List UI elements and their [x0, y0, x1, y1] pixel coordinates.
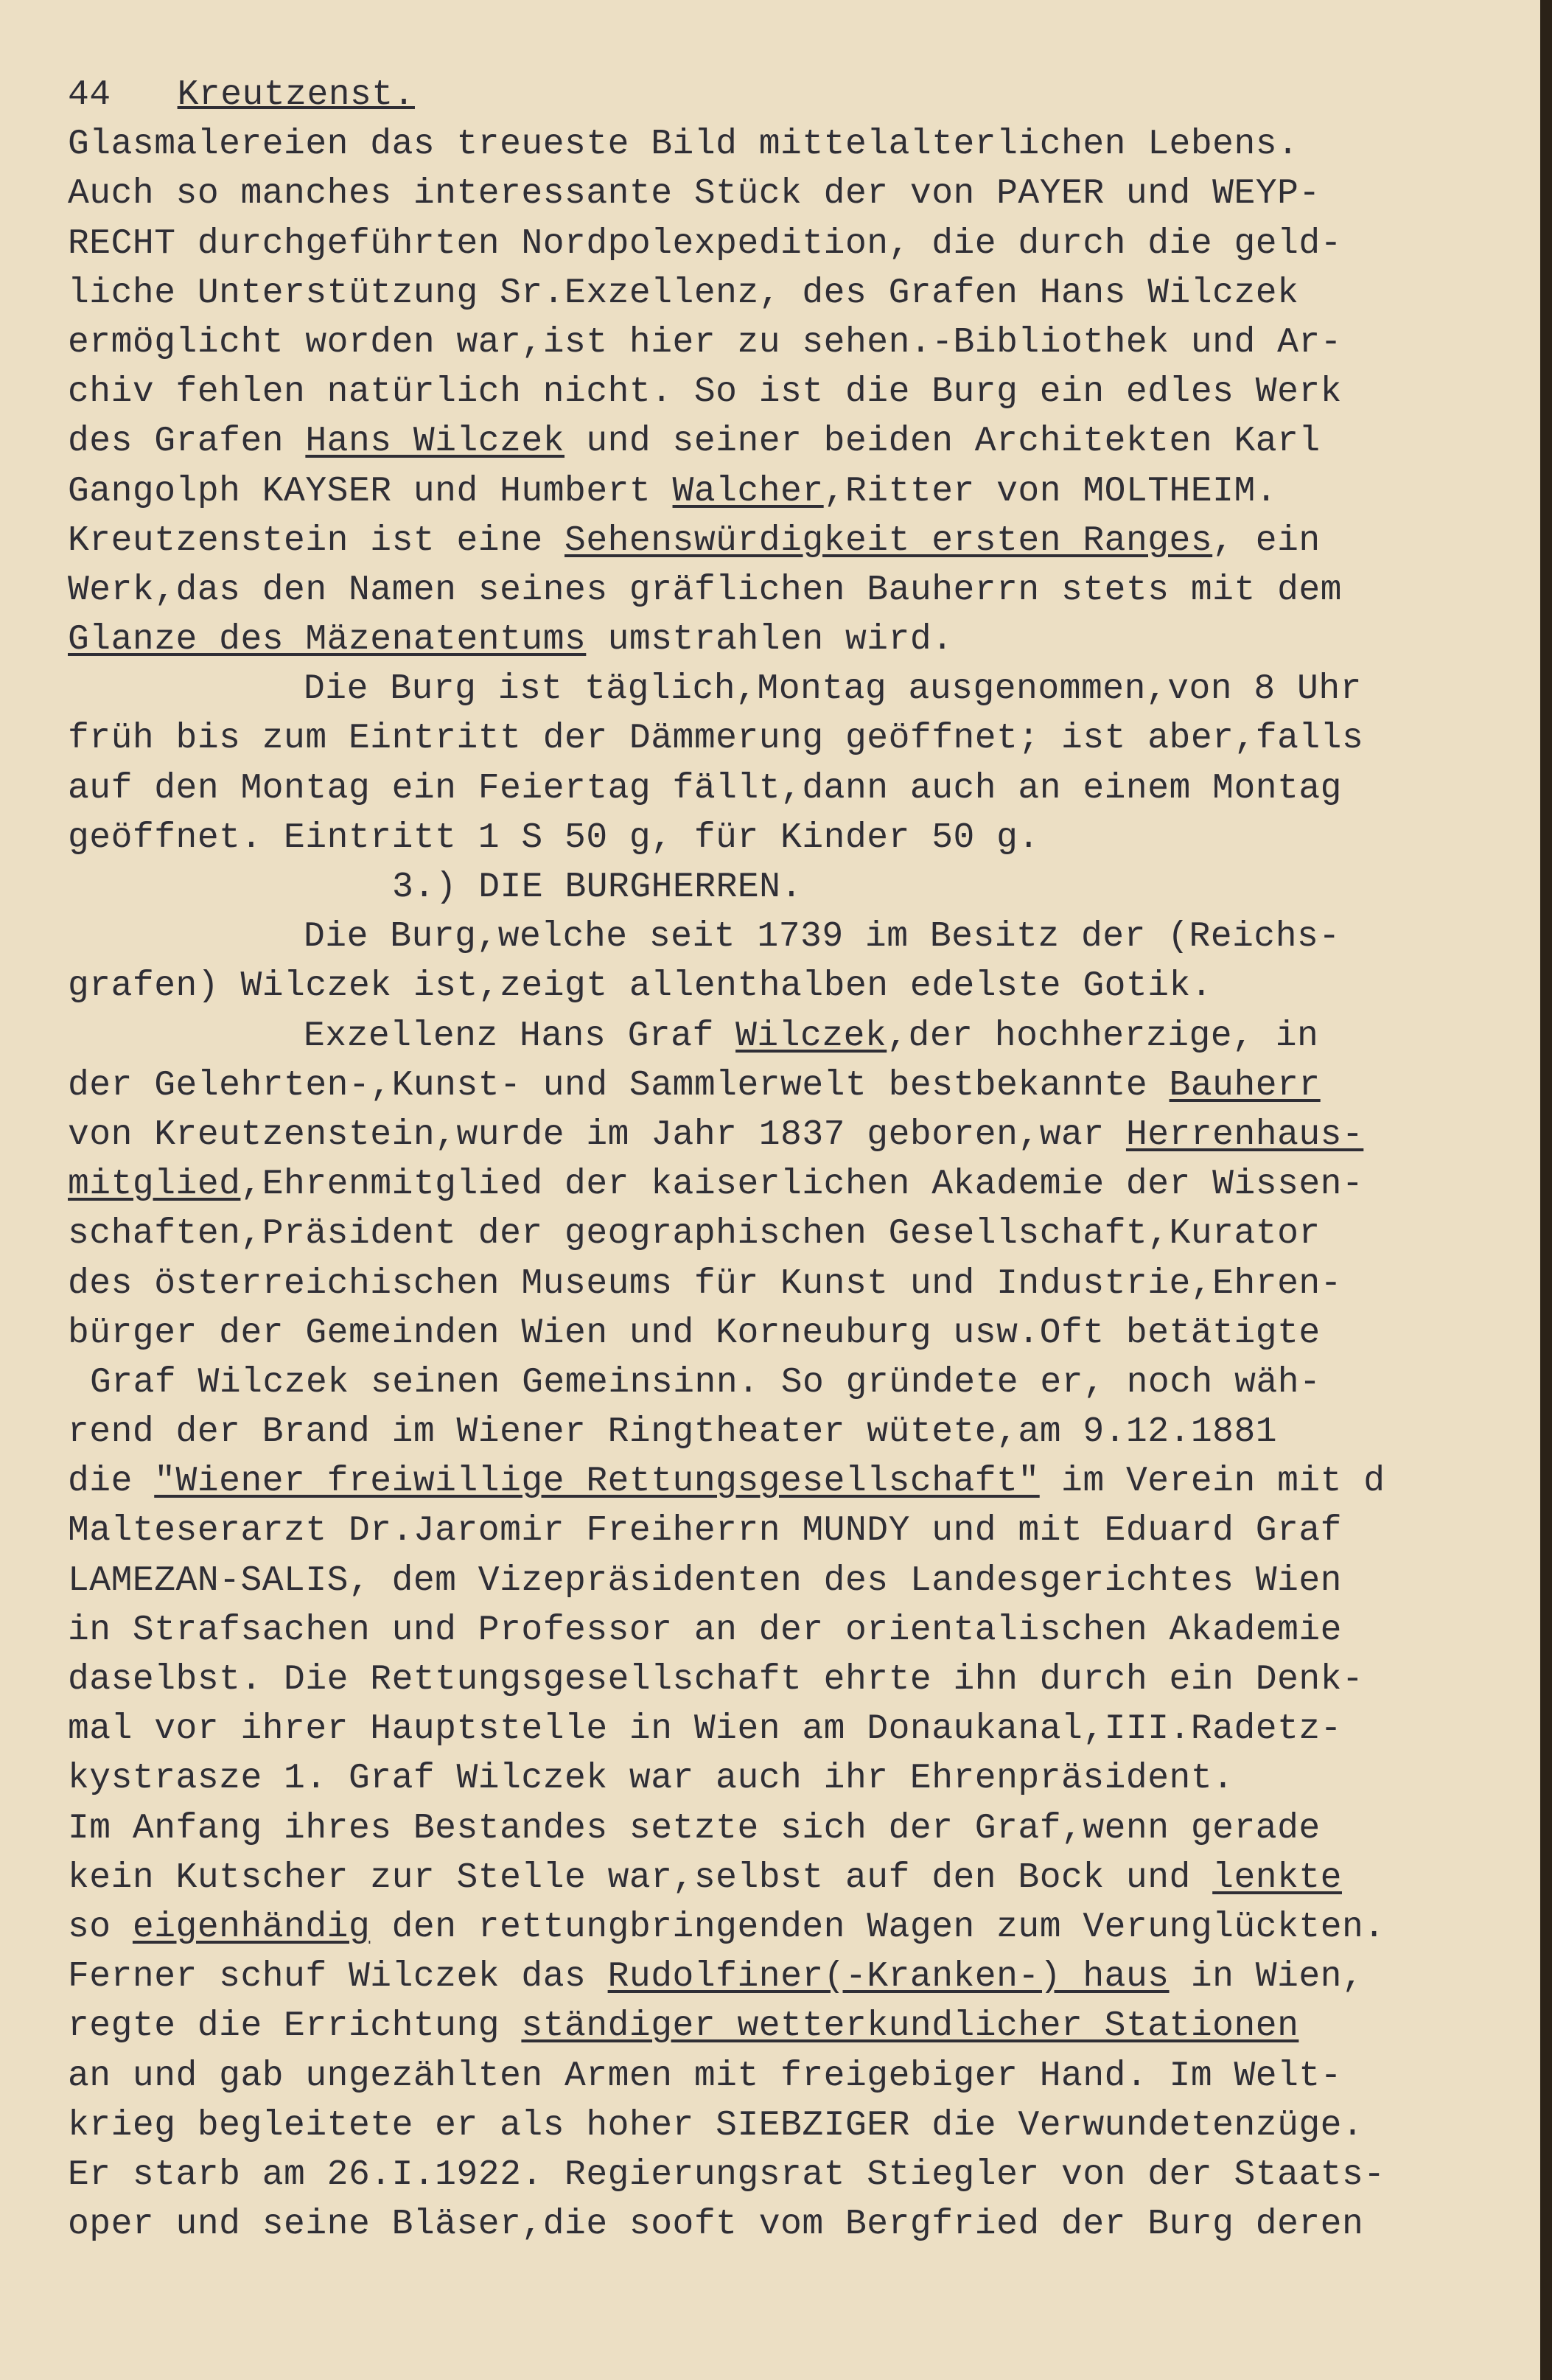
- text-line: LAMEZAN-SALIS, dem Vizepräsidenten des Landesgerichtes Wien: [68, 1560, 1342, 1601]
- text-line: [68, 1903, 1534, 1952]
- text-segment: ,Ritter von MOLTHEIM.: [823, 471, 1278, 512]
- text-segment: umstrahlen wird.: [586, 620, 954, 660]
- underlined-phrase: Rudolfiner(-Kranken-) haus: [607, 1957, 1170, 1997]
- text-line: kystrasze 1. Graf Wilczek war auch ihr Ehrenpräsident.: [68, 1759, 1234, 1799]
- text-segment: regte die Errichtung: [68, 2006, 522, 2047]
- underlined-phrase: Sehenswürdigkeit ersten Ranges: [564, 520, 1213, 561]
- text-line: krieg begleitete er als hoher SIEBZIGER die Verwundetenzüge.: [68, 2105, 1364, 2146]
- text-line: liche Unterstützung Sr.Exzellenz, des Grafen Hans Wilczek: [68, 273, 1299, 313]
- text-line: mal vor ihrer Hauptstelle in Wien am Donaukanal,III.Radetz-: [68, 1709, 1342, 1750]
- text-line: ermöglicht worden war,ist hier zu sehen.-Bibliothek und Ar-: [68, 322, 1342, 363]
- paragraph-start: [68, 1012, 1534, 1061]
- page-number: 44: [68, 75, 111, 115]
- text-segment: Exzellenz Hans Graf: [304, 1016, 736, 1056]
- text-segment: in Wien,: [1169, 1957, 1364, 1997]
- underlined-phrase: Glanze des Mäzenatentums: [68, 620, 587, 660]
- underlined-phrase: lenkte: [1212, 1857, 1342, 1898]
- text-line: [68, 2002, 1534, 2051]
- text-line: [68, 1061, 1534, 1111]
- text-line: [68, 467, 1534, 517]
- section-heading: 3.) DIE BURGHERREN.: [392, 868, 803, 907]
- text-segment: den rettungbringenden Wagen zum Verunglückten.: [370, 1907, 1385, 1947]
- text-line: [68, 1854, 1534, 1903]
- paragraph-start: Die Burg,welche seit 1739 im Besitz der (Reichs-: [304, 917, 1340, 957]
- page-text: [68, 71, 1534, 2250]
- text-line: Graf Wilczek seinen Gemeinsinn. So gründete er, noch wäh-: [90, 1362, 1321, 1403]
- text-line: [68, 615, 1534, 665]
- text-segment: von Kreutzenstein,wurde im Jahr 1837 geboren,war: [68, 1114, 1126, 1155]
- text-line: an und gab ungezählten Armen mit freigebiger Hand. Im Welt-: [68, 2056, 1342, 2096]
- text-segment: Kreutzenstein ist eine: [68, 520, 565, 561]
- text-segment: die: [68, 1462, 155, 1502]
- text-line: oper und seine Bläser,die sooft vom Bergfried der Burg deren: [68, 2205, 1364, 2245]
- text-line: in Strafsachen und Professor an der orientalischen Akademie: [68, 1610, 1342, 1650]
- text-line: [68, 1952, 1534, 2002]
- underlined-phrase: Bauherr: [1169, 1065, 1321, 1106]
- text-line: chiv fehlen natürlich nicht. So ist die Burg ein edles Werk: [68, 372, 1342, 413]
- text-line: grafen) Wilczek ist,zeigt allenthalben edelste Gotik.: [68, 966, 1213, 1007]
- text-line: [68, 1457, 1534, 1507]
- paragraph-start: Die Burg ist täglich,Montag ausgenommen,von 8 Uhr: [304, 669, 1362, 710]
- text-line: [68, 1160, 1534, 1210]
- text-line: [68, 517, 1534, 566]
- text-line: [68, 1111, 1534, 1160]
- text-line: des österreichischen Museums für Kunst und Industrie,Ehren-: [68, 1263, 1342, 1304]
- text-line: früh bis zum Eintritt der Dämmerung geöffnet; ist aber,falls: [68, 719, 1364, 759]
- text-line: auf den Montag ein Feiertag fällt,dann auch an einem Montag: [68, 768, 1342, 809]
- underlined-phrase: Hans Wilczek: [305, 422, 565, 462]
- text-segment: kein Kutscher zur Stelle war,selbst auf den Bock und: [68, 1857, 1213, 1898]
- underlined-phrase: ständiger wetterkundlicher Stationen: [521, 2006, 1299, 2047]
- underlined-phrase: Herrenhaus-: [1125, 1114, 1364, 1155]
- text-line: daselbst. Die Rettungsgesellschaft ehrte ihn durch ein Denk-: [68, 1660, 1364, 1700]
- underlined-phrase: eigenhändig: [132, 1907, 371, 1947]
- text-line: Auch so manches interessante Stück der von PAYER und WEYP-: [68, 174, 1321, 214]
- text-line: schaften,Präsident der geographischen Gesellschaft,Kurator: [68, 1214, 1321, 1254]
- text-line: RECHT durchgeführten Nordpolexpedition, die durch die geld-: [68, 223, 1342, 264]
- text-line: geöffnet. Eintritt 1 S 50 g, für Kinder 50 g.: [68, 817, 1040, 858]
- text-line: Werk,das den Namen seines gräflichen Bauherrn stets mit dem: [68, 570, 1342, 610]
- underlined-phrase: Walcher: [672, 471, 824, 512]
- text-segment: ,Ehrenmitglied der kaiserlichen Akademie der Wissen-: [240, 1165, 1364, 1205]
- underlined-phrase: mitglied: [68, 1165, 241, 1205]
- text-line: Im Anfang ihres Bestandes setzte sich der Graf,wenn gerade: [68, 1808, 1321, 1849]
- underlined-phrase: "Wiener freiwillige Rettungsgesellschaft": [154, 1462, 1040, 1502]
- text-line: Er starb am 26.I.1922. Regierungsrat Stiegler von der Staats-: [68, 2154, 1385, 2195]
- running-title: Kreutzenst.: [177, 75, 415, 115]
- underlined-phrase: Wilczek: [735, 1016, 887, 1056]
- text-segment: im Verein mit d: [1039, 1462, 1385, 1502]
- text-segment: Ferner schuf Wilczek das: [68, 1957, 608, 1997]
- page-header: [68, 71, 1534, 120]
- text-line: [68, 417, 1534, 467]
- text-segment: ,der hochherzige, in: [887, 1016, 1319, 1056]
- text-segment: so: [68, 1907, 133, 1947]
- text-line: rend der Brand im Wiener Ringtheater wütete,am 9.12.1881: [68, 1412, 1278, 1453]
- text-segment: des Grafen: [68, 422, 306, 462]
- text-segment: Gangolph KAYSER und Humbert: [68, 471, 673, 512]
- page-edge-shadow: [1540, 0, 1552, 2380]
- text-line: Glasmalereien das treueste Bild mittelalterlichen Lebens.: [68, 125, 1299, 165]
- text-line: Malteserarzt Dr.Jaromir Freiherrn MUNDY und mit Eduard Graf: [68, 1511, 1342, 1552]
- text-segment: und seiner beiden Architekten Karl: [564, 422, 1321, 462]
- text-line: bürger der Gemeinden Wien und Korneuburg usw.Oft betätigte: [68, 1313, 1321, 1353]
- text-segment: der Gelehrten-,Kunst- und Sammlerwelt bestbekannte: [68, 1065, 1170, 1106]
- text-segment: , ein: [1212, 520, 1321, 561]
